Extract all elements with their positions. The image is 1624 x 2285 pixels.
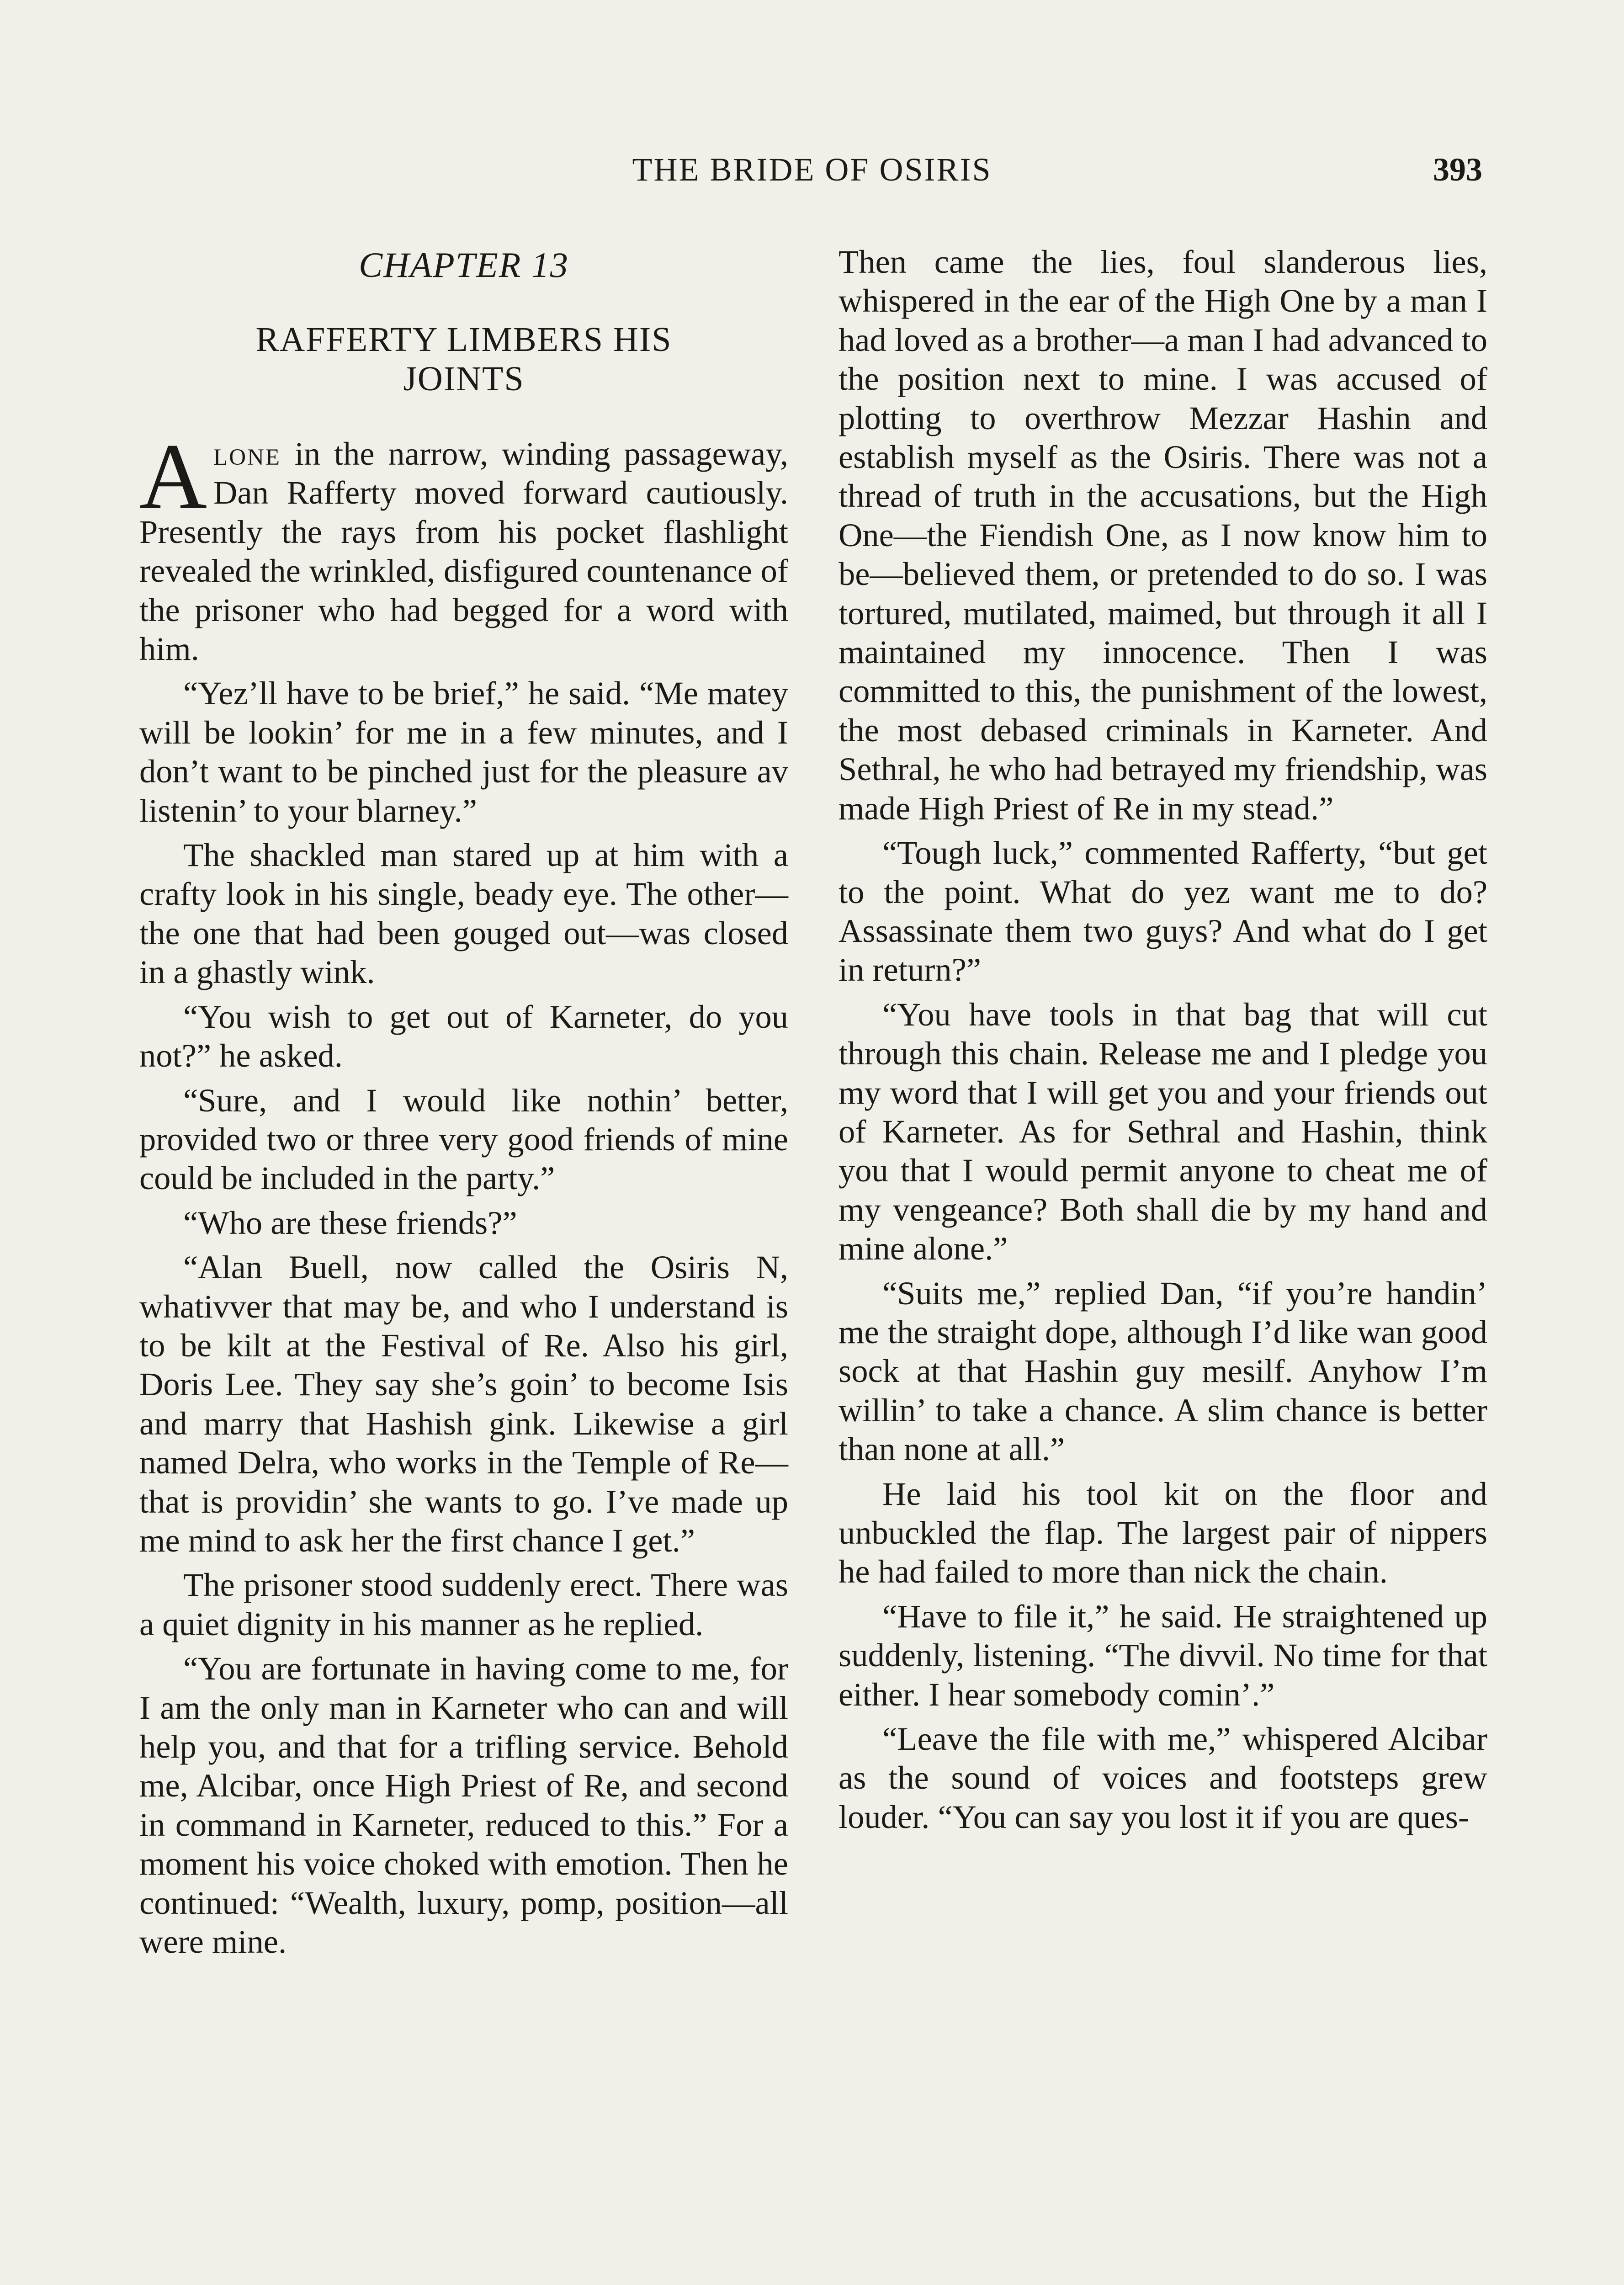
opening-paragraph — [139, 425, 788, 668]
paragraph: Then came the lies, foul slanderous lies, whispered in the ear of the High One by a man I had loved as a brother—a man I had advanced to the position next to mine. I was accused of plotting to overthrow Mezzar Hashin and establish myself as the Osiris. There was not a thread of truth in the accusations, but the High One—the Fiendish One, as I now know him to be—believed them, or pretended to do so. I was tortured, mutilated, maimed, but through it all I maintained my innocence. Then I was committed to this, the punishment of the lowest, the most debased criminals in Karneter. And Sethral, he who had betrayed my friendship, was made High Priest of Re in my stead.” — [839, 243, 1487, 827]
paragraph: “You are fortunate in having come to me, for I am the only man in Karneter who can and will help you, and that for a trifling service. Behold me, Alcibar, once High Priest of Re, and second in command in Karneter, reduced to this.” For a moment his voice choked with emotion. Then he continued: “Wealth, luxury, pomp, position—all were mine. — [139, 1650, 788, 1961]
paragraph: “Leave the file with me,” whispered Alcibar as the sound of voices and footsteps grew louder. “You can say you lost it if you are ques- — [839, 1720, 1487, 1835]
paragraph: “Have to file it,” he said. He straightened up suddenly, listening. “The divvil. No time for that either. I hear somebody comin’.” — [839, 1597, 1487, 1713]
paragraph: “You wish to get out of Karneter, do you not?” he asked. — [139, 998, 788, 1074]
running-title: THE BRIDE OF OSIRIS — [632, 151, 992, 188]
paragraph: “You have tools in that bag that will cut through this chain. Release me and I pledge you my word that I will get you and your friends out of Karneter. As for Sethral and Hashin, think you that I would permit anyone to cheat me of my vengeance? Both shall die by my hand and mine alone.” — [839, 995, 1487, 1267]
right-column — [839, 242, 1487, 1842]
paragraph: The shackled man stared up at him with a crafty look in his single, beady eye. The other—the one that had been gouged out—was closed in a ghastly wink. — [139, 836, 788, 991]
paragraph: “Yez’ll have to be brief,” he said. “Me matey will be lookin’ for me in a few minutes, and I don’t want to be pinched just for the pleasure av listenin’ to your blarney.” — [139, 675, 788, 829]
paragraph: “Who are these friends?” — [183, 1204, 517, 1241]
opening-word: lone — [213, 435, 281, 472]
running-head — [0, 146, 1624, 201]
paragraph: “Suits me,” replied Dan, “if you’re handin’ me the straight dope, although I’d like wan good sock at that Hashin guy mesilf. Anyhow I’m willin’ to take a chance. A slim chance is better than none at all.” — [839, 1274, 1487, 1468]
drop-cap: A — [139, 425, 207, 528]
paragraph: “Tough luck,” commented Rafferty, “but get to the point. What do yez want me to do? Assassinate them two guys? And what do I get in return?” — [839, 834, 1487, 988]
left-column — [139, 242, 788, 1966]
page-number: 393 — [1433, 151, 1482, 188]
paragraph: “Sure, and I would like nothin’ better, provided two or three very good friends of mine could be included in the party.” — [139, 1081, 788, 1197]
chapter-title: RAFFERTY LIMBERS HIS JOINTS — [255, 320, 672, 398]
paragraph: He laid his tool kit on the floor and unbuckled the flap. The largest pair of nippers he had failed to more than nick the chain. — [839, 1475, 1487, 1590]
paragraph: The prisoner stood suddenly erect. There was a quiet dignity in his manner as he replied. — [139, 1566, 788, 1642]
chapter-number: CHAPTER 13 — [359, 245, 569, 285]
paragraph: “Alan Buell, now called the Osiris N, whativver that may be, and who I understand is to be kilt at the Festival of Re. Also his girl, Doris Lee. They say she’s goin’ to become Isis and marry that Hashish gink. Likewise a girl named Delra, who works in the Temple of Re—that is providin’ she wants to go. I’ve made up me mind to ask her the first chance I get.” — [139, 1249, 788, 1559]
opening-text: in the narrow, winding passageway, Dan Rafferty moved forward cautiously. Presently the rays from his pocket flashlight revealed the wrinkled, disfigured countenance of the prisoner who had begged for a word with him. — [139, 435, 788, 668]
